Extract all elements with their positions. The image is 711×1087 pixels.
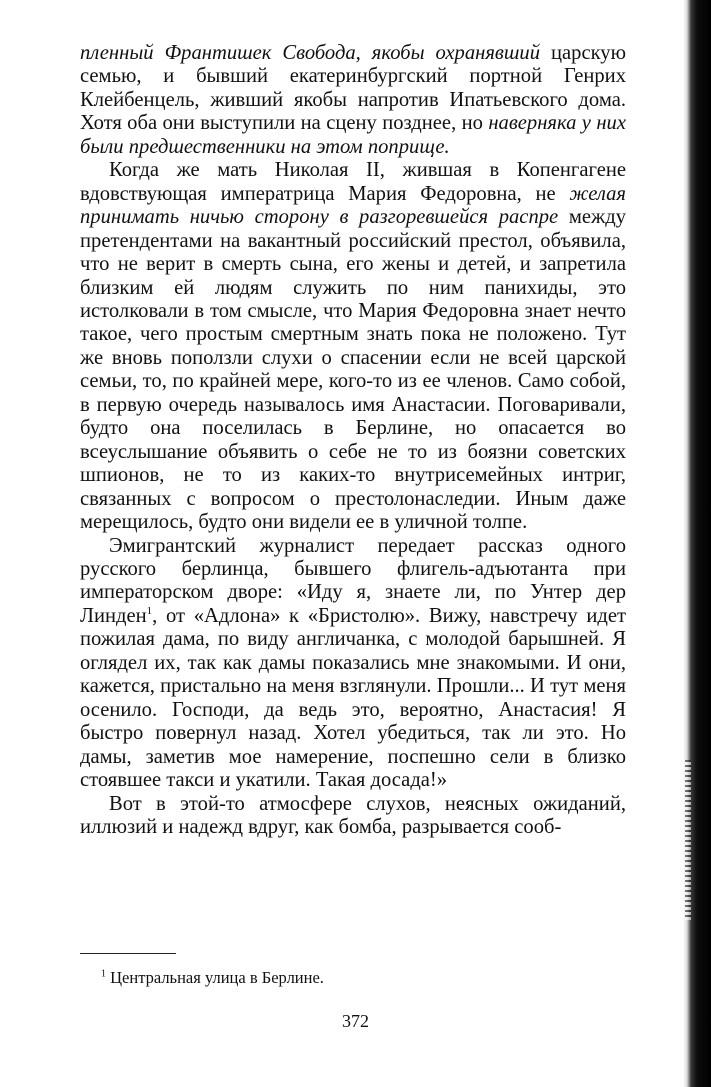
footnote-divider [80,953,176,954]
paragraph [80,793,626,840]
italic-text: пленный Франтишек Свобода, якобы охранявший [80,42,541,64]
scan-page-edge [683,0,711,1087]
paragraph [80,535,626,793]
page-number: 372 [342,1011,369,1031]
footnote [101,968,601,988]
italic-text: наверняка у них были предшественники на этом поприще. [80,112,626,158]
footnote-reference: 1 [146,605,153,618]
text-segment: , от «Адлона» к «Бристолю». Вижу, навстречу идет пожилая дама, по виду англичанка, с молодой барышней. Я оглядел их, так как дамы показались мне знакомыми. И они, кажется, пристально на меня взглянули. Прошли... И тут меня осенило. Господи, да ведь это, вероятно, Анастасия! Я быстро повернул назад. Хотел убедиться, так ли это. Но дамы, заметив мое намерение, поспешно сели в близко стоявшее такси и укатили. Такая досада!» [80,604,626,792]
paragraph [80,42,626,159]
text-segment: Когда же мать Николая II, жившая в Копенгагене вдовствующая императрица Мария Федоровна, не [80,159,626,205]
italic-text: желая принимать ничью сторону в разгоревшейся распре [80,182,626,229]
text-segment: Вот в этой-то атмосфере слухов, неясных ожиданий, иллюзий и надежд вдруг, как бомба, разрывается сооб- [80,792,626,838]
text-segment: царскую семью, и бывший екатеринбургский портной Генрих Клейбенцель, живший якобы напротив Ипатьевского дома. Хотя оба они выступили на сцену позднее, но [80,42,626,135]
footnote-marker: 1 [101,968,106,980]
text-segment: между претендентами на вакантный российский престол, объявила, что не верит в смерть сына, его жены и детей, и запретила близким ей людям служить по ним панихиды, это истолковали в том смысле, что Мария Федоровна знает нечто такое, чего простым смертным знать пока не положено. Тут же вновь поползли слухи о спасении если не всей царской семьи, то, по крайней мере, кого-то из ее членов. Само собой, в первую очередь называлось имя Анастасии. Поговаривали, будто она поселилась в Берлине, но опасается во всеуслышание объявить о себе не то из боязни советских шпионов, не то из каких-то внутрисемейных интриг, связанных с вопросом о престолонаследии. Иным даже мерещилось, будто они видели ее в уличной толпе. [80,206,626,534]
text-segment: Эмигрантский журналист передает рассказ одного русского берлинца, бывшего флигель-адъютанта при императорском дворе: «Иду я, знаете ли, по Унтер дер Линден [80,534,626,627]
body-text [80,42,626,839]
paragraph [80,159,626,534]
footnote-text: Центральная улица в Берлине. [106,968,324,987]
